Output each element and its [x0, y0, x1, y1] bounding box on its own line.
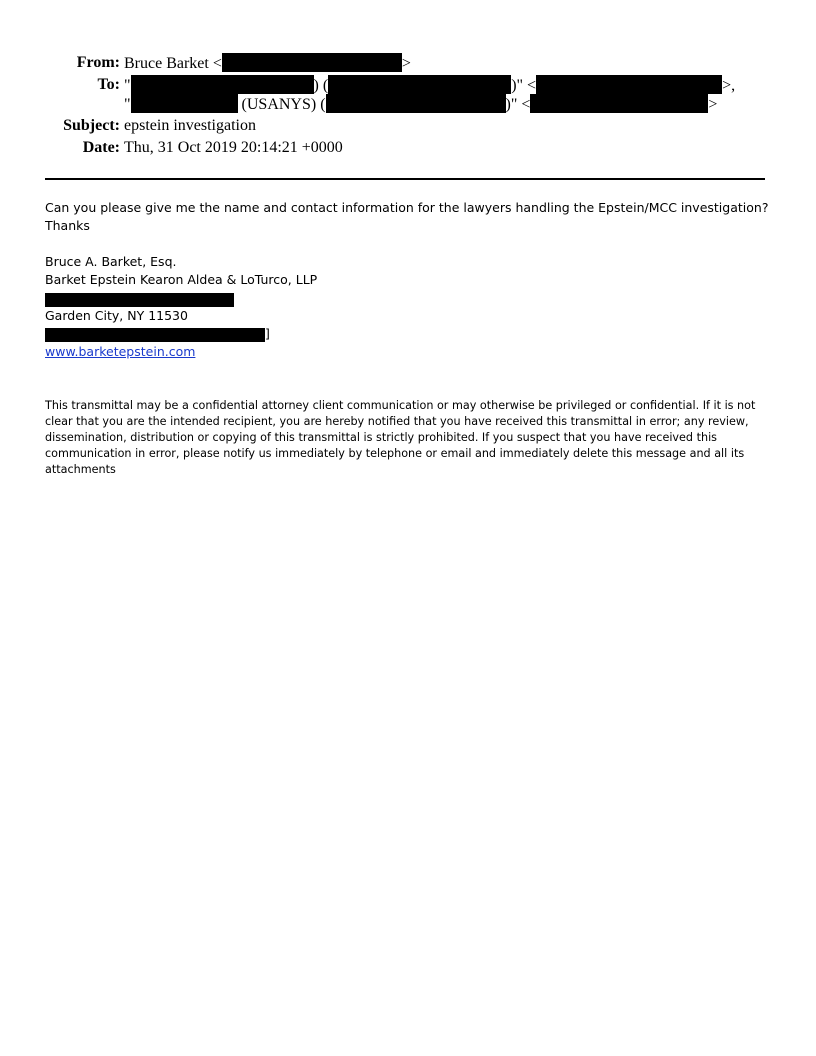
- redaction-bar: [45, 293, 234, 307]
- signature-bracket: ]: [265, 326, 270, 341]
- separator-text: )" <: [511, 77, 537, 94]
- confidentiality-disclaimer: This transmittal may be a confidential attorney client communication or may otherwise be privileged or confidential. If it is not clear that you are the intended recipient, you are hereby notified that you have received this transmittal in error; any review, dissemination, distribution or copying of this transmittal is strictly prohibited. If you suspect that you have received this communication in error, please notify us immediately by telephone or email and immediately delete this message and all its attachments: [45, 399, 756, 476]
- date-label: Date:: [82, 139, 120, 156]
- subject-value: epstein investigation: [124, 117, 256, 134]
- separator-text: )" <: [505, 96, 531, 113]
- signature-name: Bruce A. Barket, Esq.: [45, 254, 177, 269]
- recipient-org: (USANYS) (: [237, 96, 326, 113]
- redaction-bar: [536, 75, 722, 94]
- header-divider: [45, 178, 765, 180]
- redaction-bar: [222, 53, 402, 72]
- signature-city: Garden City, NY 11530: [45, 308, 188, 323]
- quote-mark: ": [124, 77, 131, 94]
- redaction-bar: [45, 328, 265, 342]
- redaction-bar: [131, 75, 314, 94]
- website-link[interactable]: www.barketepstein.com: [45, 344, 196, 359]
- from-value: [124, 53, 411, 74]
- message-text: Can you please give me the name and contact information for the lawyers handling the Epstein/MCC investigation?: [45, 200, 769, 215]
- thanks-text: Thanks: [45, 218, 90, 233]
- separator-text: >: [708, 96, 718, 113]
- redaction-bar: [530, 94, 708, 113]
- from-close: >: [401, 55, 411, 72]
- to-label: To:: [97, 76, 120, 93]
- from-label: From:: [76, 54, 120, 71]
- from-name: Bruce Barket <: [124, 55, 222, 72]
- separator-text: ) (: [313, 77, 329, 94]
- redaction-bar: [131, 94, 238, 113]
- email-header: [0, 0, 816, 170]
- signature-firm: Barket Epstein Kearon Aldea & LoTurco, LLP: [45, 272, 318, 287]
- redaction-bar: [326, 94, 506, 113]
- quote-mark: ": [124, 96, 131, 113]
- separator-text: >,: [722, 77, 736, 94]
- to-value-line2: [124, 94, 717, 115]
- redaction-bar: [328, 75, 511, 94]
- date-value: Thu, 31 Oct 2019 20:14:21 +0000: [124, 139, 343, 156]
- to-value-line1: [124, 75, 735, 96]
- subject-label: Subject:: [63, 117, 120, 134]
